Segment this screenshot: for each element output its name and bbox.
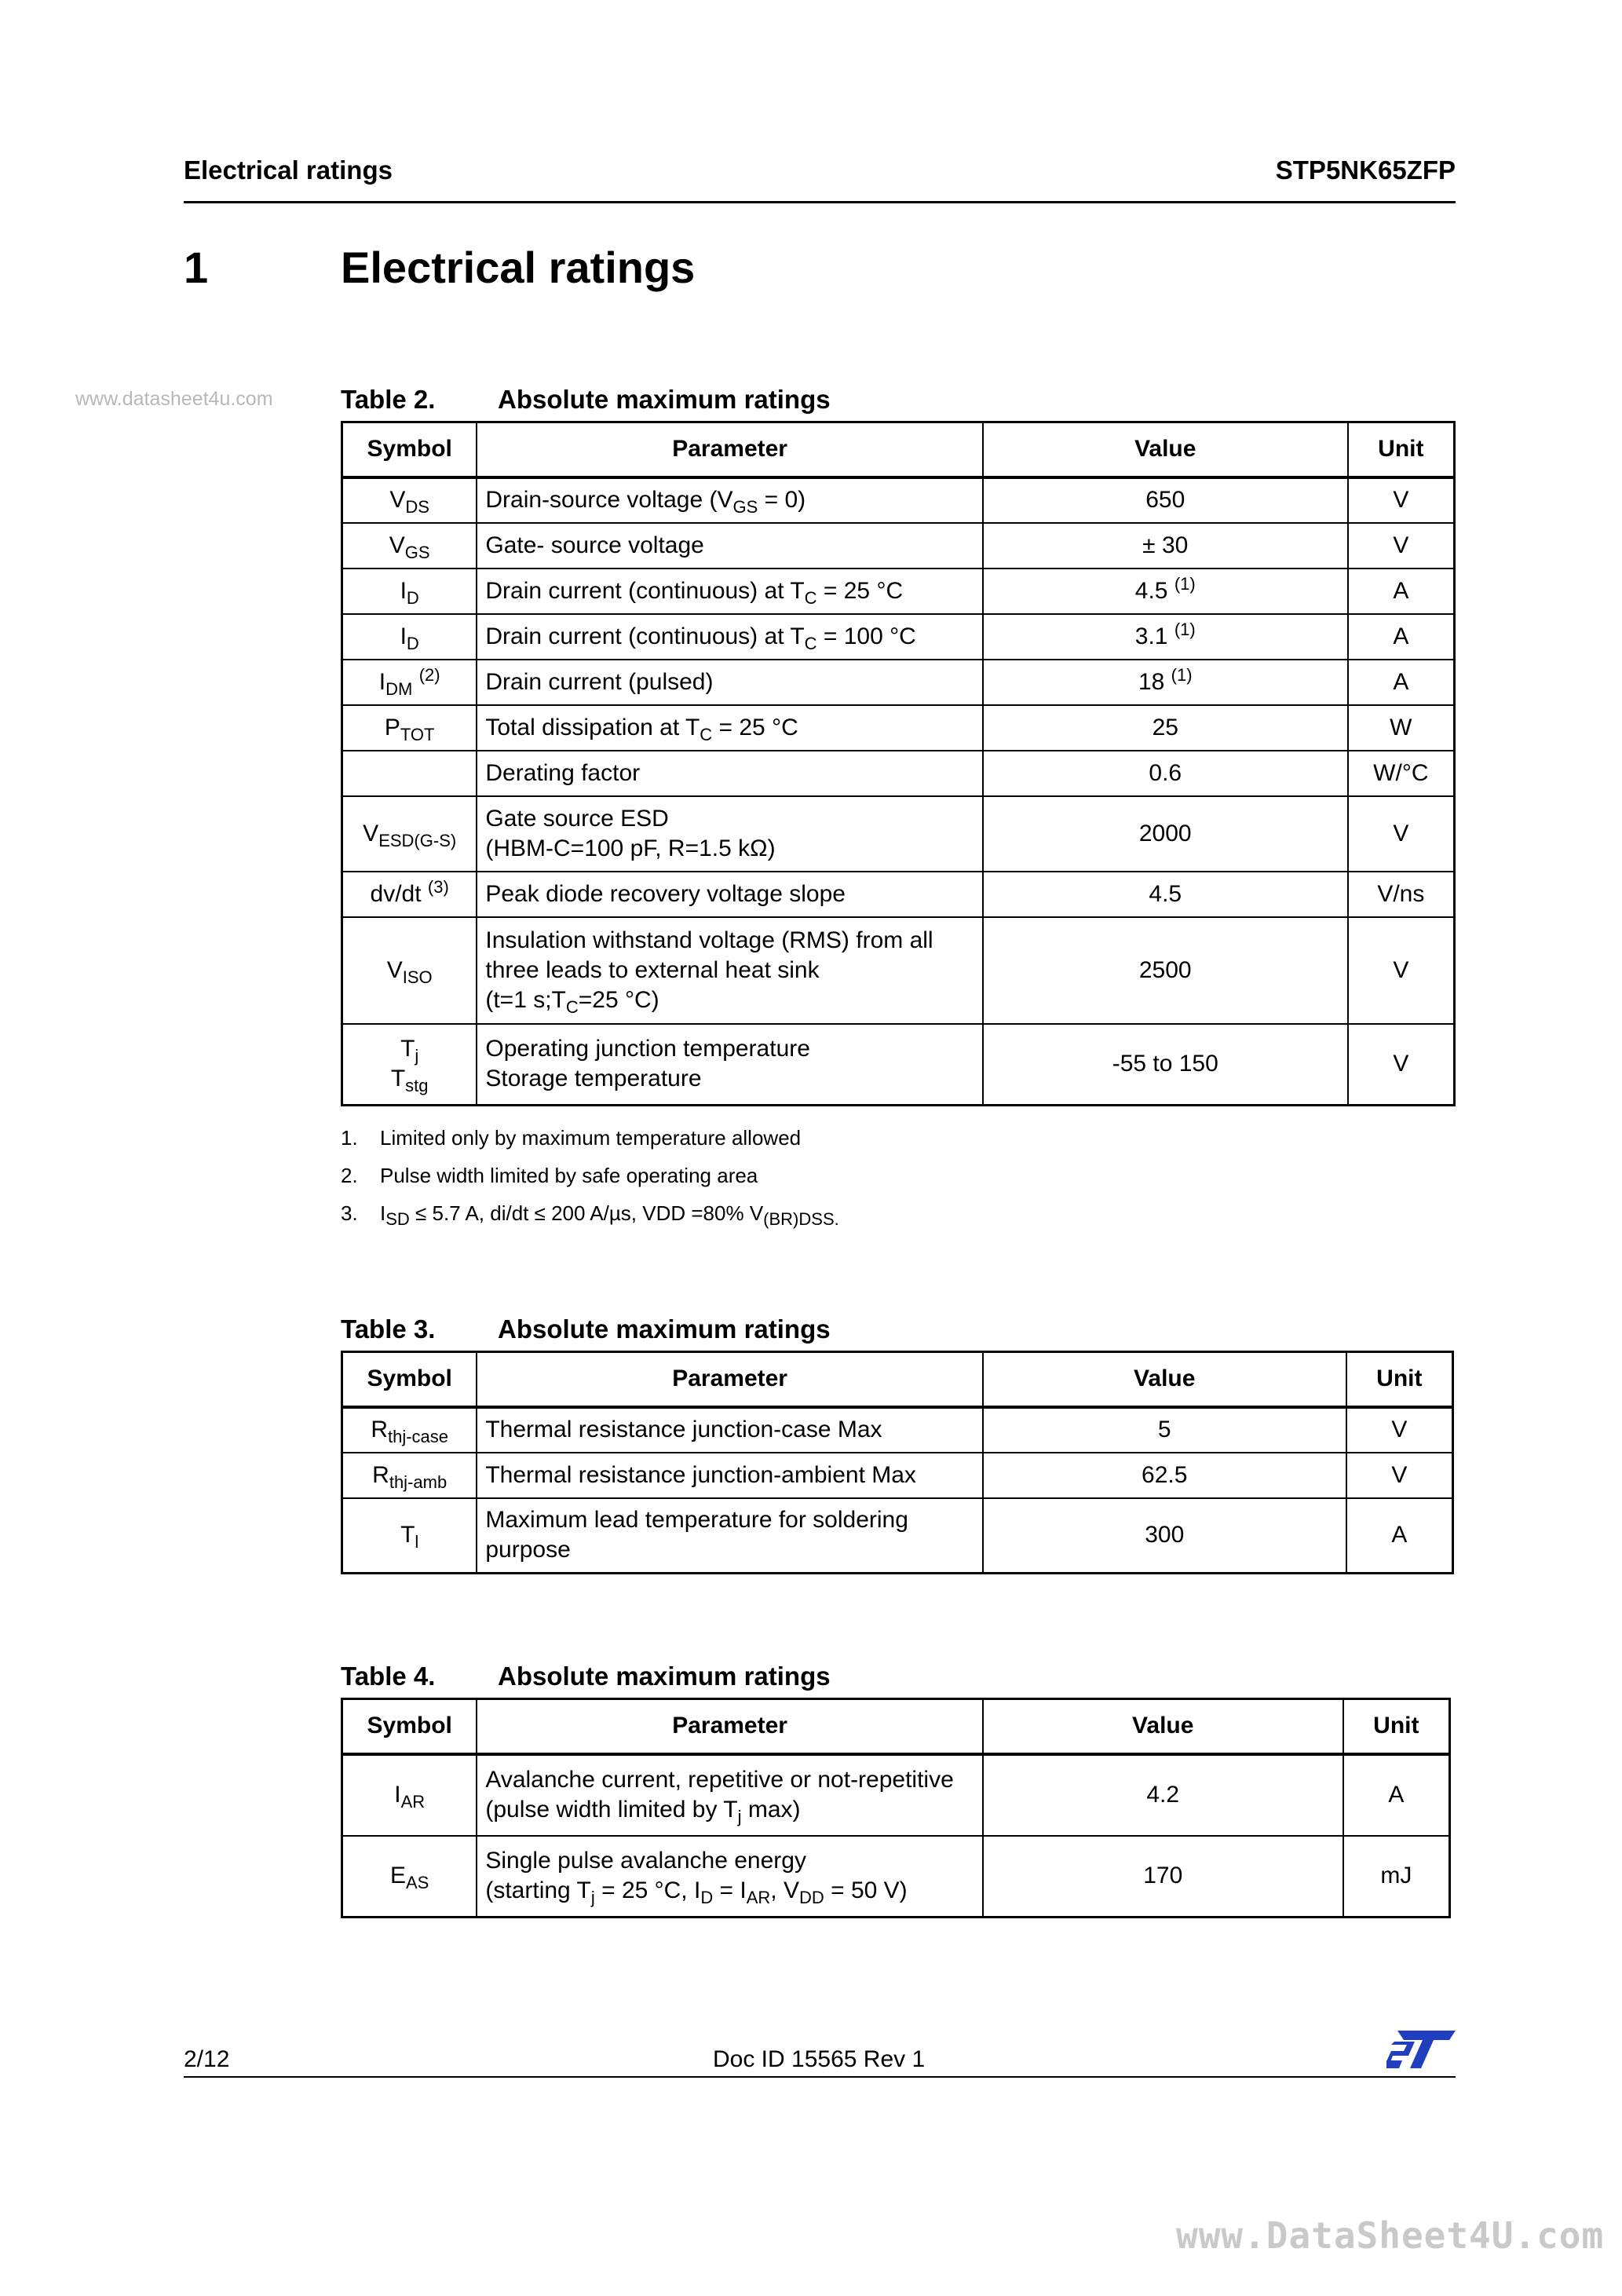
table-row	[342, 1754, 1450, 1836]
unit-cell: V	[1346, 1453, 1453, 1498]
parameter-cell: Avalanche current, repetitive or not-repetitive (pulse width limited by $T_j$ max)	[477, 1754, 982, 1836]
table2	[341, 421, 1456, 1106]
table-header-row	[342, 1352, 1453, 1407]
unit-cell: A	[1348, 569, 1455, 614]
table3-title: Absolute maximum ratings	[498, 1314, 831, 1344]
value-cell: 170	[983, 1836, 1343, 1918]
symbol-cell: $T_j$ $T_{stg}$	[342, 1024, 477, 1106]
value-cell: 0.6	[983, 751, 1348, 796]
parameter-cell: Thermal resistance junction-ambient Max	[477, 1453, 982, 1498]
table2-title: Absolute maximum ratings	[498, 385, 831, 414]
symbol-cell: $I_D$	[342, 614, 477, 660]
unit-cell: A	[1348, 660, 1455, 705]
parameter-cell: Thermal resistance junction-case Max	[477, 1407, 982, 1453]
table2-caption	[341, 385, 1047, 416]
column-header: Value	[983, 1699, 1343, 1754]
parameter-cell: Drain current (continuous) at $T_C = 100$ °C	[477, 614, 983, 660]
table4-label: Table 4.	[341, 1662, 436, 1691]
unit-cell: A	[1348, 614, 1455, 660]
table2-notes: 1. Limited only by maximum temperature allowed 2. Pulse width limited by safe operating area 3. $I_{SD} \le 5.7$ A, di/dt ≤ 200 A/µs, VDD =80% $V_{(BR)DSS.}$	[341, 1126, 839, 1230]
symbol-cell: $V_{ISO}$	[342, 917, 477, 1024]
column-header: Unit	[1343, 1699, 1450, 1754]
value-cell: 4.5	[983, 872, 1348, 917]
table-row	[342, 751, 1455, 796]
unit-cell: V	[1348, 523, 1455, 569]
st-logo-icon	[1386, 2029, 1456, 2070]
table4-title: Absolute maximum ratings	[498, 1662, 831, 1691]
column-header: Value	[983, 422, 1348, 477]
parameter-cell: Gate source ESD (HBM-C=100 pF, R=1.5 kΩ)	[477, 796, 983, 872]
table-row	[342, 917, 1455, 1024]
value-cell: 18 $^{(1)}$	[983, 660, 1348, 705]
symbol-cell: $P_{TOT}$	[342, 705, 477, 751]
table-row	[342, 872, 1455, 917]
value-cell: 4.2	[983, 1754, 1343, 1836]
value-cell: 300	[983, 1498, 1346, 1574]
table3-label: Table 3.	[341, 1314, 436, 1344]
symbol-cell: $I_{DM}$ $^{(2)}$	[342, 660, 477, 705]
running-header-title: Electrical ratings	[184, 155, 393, 185]
table-row	[342, 569, 1455, 614]
parameter-cell: Drain current (pulsed)	[477, 660, 983, 705]
symbol-cell: $V_{GS}$	[342, 523, 477, 569]
symbol-cell: $T_l$	[342, 1498, 477, 1574]
value-cell: 5	[983, 1407, 1346, 1453]
parameter-cell: Single pulse avalanche energy (starting $T_j = 25$ °C, $I_D = I_{AR}$, $V_{DD} = 50$ V)	[477, 1836, 982, 1918]
value-cell: 3.1 $^{(1)}$	[983, 614, 1348, 660]
value-cell: 650	[983, 477, 1348, 523]
table-row	[342, 1498, 1453, 1574]
column-header: Unit	[1346, 1352, 1453, 1407]
page-number: 2/12	[184, 2046, 230, 2072]
table-row	[342, 523, 1455, 569]
symbol-cell: $E_{AS}$	[342, 1836, 477, 1918]
section-number: 1	[184, 243, 209, 292]
symbol-cell	[342, 751, 477, 796]
unit-cell: V	[1348, 917, 1455, 1024]
unit-cell: V	[1348, 796, 1455, 872]
symbol-cell: $V_{DS}$	[342, 477, 477, 523]
column-header: Parameter	[477, 1352, 982, 1407]
symbol-cell: $R_{thj-case}$	[342, 1407, 477, 1453]
table-row	[342, 796, 1455, 872]
value-cell: 2500	[983, 917, 1348, 1024]
table-row	[342, 1407, 1453, 1453]
symbol-cell: $R_{thj-amb}$	[342, 1453, 477, 1498]
document-id: Doc ID 15565 Rev 1	[713, 2046, 926, 2072]
unit-cell: V	[1348, 477, 1455, 523]
table2-label: Table 2.	[341, 385, 436, 414]
header-rule	[184, 201, 1456, 203]
running-header-part-number: STP5NK65ZFP	[1275, 155, 1456, 185]
unit-cell: V/ns	[1348, 872, 1455, 917]
table3	[341, 1351, 1454, 1574]
value-cell: 62.5	[983, 1453, 1346, 1498]
column-header: Symbol	[342, 422, 477, 477]
symbol-cell: $V_{ESD(G-S)}$	[342, 796, 477, 872]
symbol-cell: $I_{AR}$	[342, 1754, 477, 1836]
parameter-cell: Gate- source voltage	[477, 523, 983, 569]
unit-cell: W/°C	[1348, 751, 1455, 796]
value-cell: -55 to 150	[983, 1024, 1348, 1106]
value-cell: ± 30	[983, 523, 1348, 569]
value-cell: 2000	[983, 796, 1348, 872]
table-header-row	[342, 422, 1455, 477]
section-title: Electrical ratings	[341, 243, 696, 292]
parameter-cell: Drain-source voltage $(V_{GS} = 0)$	[477, 477, 983, 523]
site-watermark: www.DataSheet4U.com	[1176, 2214, 1605, 2257]
unit-cell: A	[1346, 1498, 1453, 1574]
unit-cell: A	[1343, 1754, 1450, 1836]
symbol-cell: dv/dt $^{(3)}$	[342, 872, 477, 917]
table4-caption	[341, 1662, 1047, 1693]
parameter-cell: Insulation withstand voltage (RMS) from all three leads to external heat sink (t=1 $s;T_C=25$ °C)	[477, 917, 983, 1024]
symbol-cell: $I_D$	[342, 569, 477, 614]
table-row	[342, 614, 1455, 660]
unit-cell: V	[1346, 1407, 1453, 1453]
unit-cell: W	[1348, 705, 1455, 751]
column-header: Parameter	[477, 422, 983, 477]
table4	[341, 1698, 1451, 1918]
table-row	[342, 705, 1455, 751]
parameter-cell: Maximum lead temperature for soldering purpose	[477, 1498, 982, 1574]
table3-caption	[341, 1314, 1047, 1346]
column-header: Unit	[1348, 422, 1455, 477]
parameter-cell: Total dissipation at $T_C = 25$ °C	[477, 705, 983, 751]
table-row	[342, 477, 1455, 523]
parameter-cell: Drain current (continuous) at $T_C = 25$ °C	[477, 569, 983, 614]
column-header: Symbol	[342, 1352, 477, 1407]
column-header: Parameter	[477, 1699, 982, 1754]
table-row	[342, 1024, 1455, 1106]
unit-cell: mJ	[1343, 1836, 1450, 1918]
table-row	[342, 1453, 1453, 1498]
parameter-cell: Derating factor	[477, 751, 983, 796]
table-header-row	[342, 1699, 1450, 1754]
table-row	[342, 660, 1455, 705]
value-cell: 25	[983, 705, 1348, 751]
value-cell: 4.5 $^{(1)}$	[983, 569, 1348, 614]
column-header: Value	[983, 1352, 1346, 1407]
parameter-cell: Peak diode recovery voltage slope	[477, 872, 983, 917]
column-header: Symbol	[342, 1699, 477, 1754]
footer-rule	[184, 2076, 1456, 2078]
watermark-link[interactable]: www.datasheet4u.com	[75, 388, 273, 410]
unit-cell: V	[1348, 1024, 1455, 1106]
parameter-cell: Operating junction temperature Storage temperature	[477, 1024, 983, 1106]
table-row	[342, 1836, 1450, 1918]
